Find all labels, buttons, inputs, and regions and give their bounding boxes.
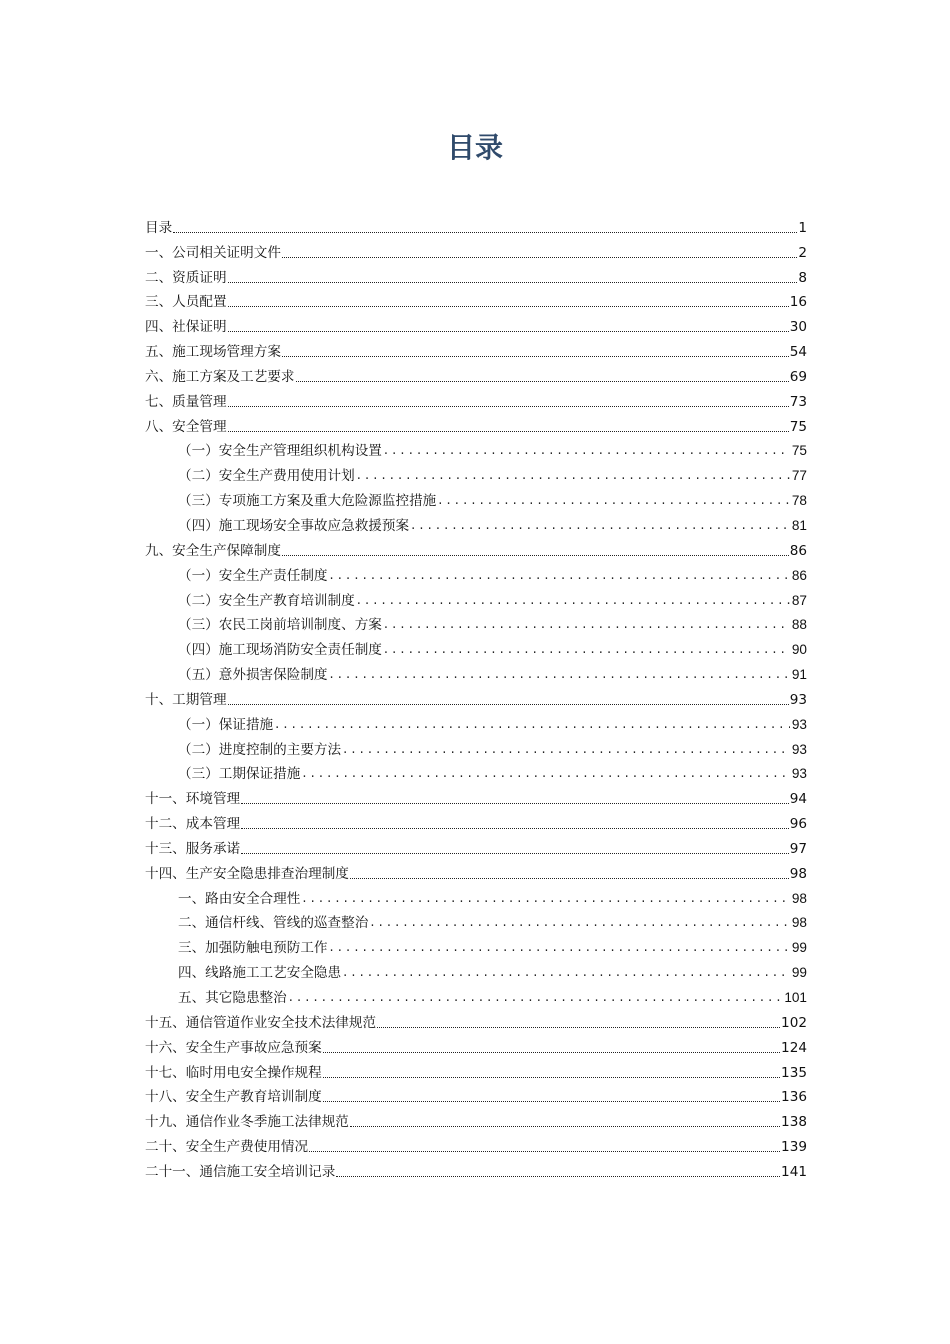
dot-leader	[241, 828, 789, 829]
toc-page-number: 90	[791, 642, 807, 658]
dot-leader	[282, 356, 789, 357]
toc-subentry[interactable]	[145, 460, 807, 485]
dot-leader	[241, 803, 789, 804]
dot-leader	[275, 716, 790, 734]
toc-subentry[interactable]	[145, 883, 807, 908]
dot-leader	[370, 914, 790, 932]
toc-entry-text: （二）安全生产费用使用计划	[178, 468, 355, 484]
toc-page-number: 30	[789, 319, 807, 336]
toc-entry-text: 七、质量管理	[145, 393, 227, 410]
toc-entry-text: （三）工期保证措施	[178, 766, 301, 782]
toc-entry-text: 目录	[145, 219, 173, 236]
toc-entry-text: 三、人员配置	[145, 294, 227, 311]
toc-page-number: 94	[789, 791, 807, 808]
dot-leader	[343, 741, 790, 759]
toc-entry[interactable]	[145, 783, 807, 808]
toc-entry-text: 九、安全生产保障制度	[145, 542, 281, 559]
toc-entry[interactable]	[145, 212, 807, 237]
toc-subentry[interactable]	[145, 932, 807, 957]
toc-page-number: 93	[791, 716, 807, 732]
dot-leader	[384, 442, 790, 460]
dot-leader	[228, 406, 789, 407]
toc-page-number: 136	[781, 1089, 807, 1106]
dot-leader	[323, 1052, 780, 1053]
dot-leader	[411, 517, 790, 535]
toc-page-number: 96	[789, 816, 807, 833]
toc-entry[interactable]	[145, 1106, 807, 1131]
toc-page-number: 86	[791, 567, 807, 583]
dot-leader	[173, 232, 797, 233]
toc-entry-text: （一）安全生产责任制度	[178, 567, 328, 583]
dot-leader	[384, 641, 790, 659]
toc-page-number: 8	[798, 269, 807, 286]
dot-leader	[323, 1101, 780, 1102]
toc-entry[interactable]	[145, 684, 807, 709]
dot-leader	[330, 567, 790, 585]
toc-entry-text: 十、工期管理	[145, 691, 227, 708]
toc-page-number: 98	[791, 890, 807, 906]
toc-subentry[interactable]	[145, 908, 807, 933]
dot-leader	[228, 306, 789, 307]
dot-leader	[330, 939, 790, 957]
toc-entry[interactable]	[145, 336, 807, 361]
table-of-contents	[145, 212, 807, 1181]
dot-leader	[228, 331, 789, 332]
toc-page-number: 73	[789, 393, 807, 410]
toc-entry-text: 三、加强防触电预防工作	[178, 940, 328, 956]
toc-page-number: 97	[789, 840, 807, 857]
toc-entry-text: 十五、通信管道作业安全技术法律规范	[145, 1014, 377, 1031]
page-title: 目录	[446, 131, 503, 164]
dot-leader	[377, 1027, 780, 1028]
toc-entry-text: 五、其它隐患整治	[178, 990, 287, 1005]
toc-page-number: 77	[791, 468, 807, 484]
dot-leader	[309, 1151, 780, 1152]
dot-leader	[302, 765, 790, 783]
toc-entry-text: （二）安全生产教育培训制度	[178, 592, 355, 608]
toc-entry-text: （一）安全生产管理组织机构设置	[178, 443, 382, 459]
toc-entry-text: 二、通信杆线、管线的巡查整治	[178, 915, 369, 931]
toc-page-number: 124	[781, 1039, 807, 1056]
toc-entry-text: （四）施工现场消防安全责任制度	[178, 642, 382, 658]
toc-entry-text: 十三、服务承诺	[145, 840, 241, 857]
toc-page-number: 86	[789, 542, 807, 559]
toc-entry[interactable]	[145, 361, 807, 386]
dot-leader	[438, 492, 790, 510]
toc-page-number: 69	[789, 368, 807, 385]
dot-leader	[343, 964, 790, 982]
toc-entry-text: 五、施工现场管理方案	[145, 344, 281, 361]
toc-page-number: 102	[781, 1014, 807, 1031]
toc-entry-text: 二十一、通信施工安全培训记录	[145, 1163, 336, 1180]
dot-leader	[282, 555, 789, 556]
toc-subentry[interactable]	[145, 585, 807, 610]
dot-leader	[350, 878, 789, 879]
toc-page-number: 1	[798, 219, 807, 236]
toc-entry-text: 十八、安全生产教育培训制度	[145, 1089, 322, 1106]
toc-entry[interactable]	[145, 411, 807, 436]
dot-leader	[336, 1176, 780, 1177]
toc-entry[interactable]	[145, 287, 807, 312]
toc-entry-text: 四、线路施工工艺安全隐患	[178, 965, 342, 981]
toc-page-number: 93	[789, 691, 807, 708]
toc-page-number: 139	[781, 1139, 807, 1156]
toc-subentry[interactable]	[145, 610, 807, 635]
toc-page-number: 98	[791, 915, 807, 931]
toc-entry-text: 十四、生产安全隐患排查治理制度	[145, 865, 349, 882]
dot-leader	[228, 282, 798, 283]
toc-entry[interactable]	[145, 386, 807, 411]
toc-entry[interactable]	[145, 237, 807, 262]
toc-page-number: 88	[791, 617, 807, 633]
toc-page-number: 93	[791, 766, 807, 782]
toc-entry-text: 六、施工方案及工艺要求	[145, 368, 295, 385]
toc-page-number: 16	[789, 294, 807, 311]
toc-page-number: 135	[781, 1064, 807, 1081]
toc-page-number: 141	[781, 1163, 807, 1180]
dot-leader	[228, 704, 789, 705]
toc-page-number: 54	[789, 344, 807, 361]
toc-subentry[interactable]	[145, 957, 807, 982]
dot-leader	[350, 1126, 780, 1127]
toc-entry[interactable]	[145, 808, 807, 833]
toc-entry[interactable]	[145, 311, 807, 336]
toc-entry[interactable]	[145, 1032, 807, 1057]
toc-subentry[interactable]	[145, 560, 807, 585]
toc-entry-text: （一）保证措施	[178, 716, 274, 732]
toc-subentry[interactable]	[145, 634, 807, 659]
toc-entry-text: 十一、环境管理	[145, 791, 241, 808]
toc-entry-text: 十九、通信作业冬季施工法律规范	[145, 1114, 349, 1131]
toc-entry[interactable]	[145, 1082, 807, 1107]
toc-entry-text: 一、公司相关证明文件	[145, 244, 281, 261]
dot-leader	[228, 431, 789, 432]
toc-entry-text: 十七、临时用电安全操作规程	[145, 1064, 322, 1081]
toc-page-number: 93	[791, 741, 807, 757]
toc-entry-text: 十六、安全生产事故应急预案	[145, 1039, 322, 1056]
toc-subentry[interactable]	[145, 659, 807, 684]
toc-subentry[interactable]	[145, 485, 807, 510]
toc-entry[interactable]	[145, 858, 807, 883]
toc-entry-text: 一、路由安全合理性	[178, 890, 301, 906]
dot-leader	[296, 381, 789, 382]
toc-entry-text: （五）意外损害保险制度	[178, 667, 328, 683]
toc-subentry[interactable]	[145, 734, 807, 759]
toc-subentry[interactable]	[145, 709, 807, 734]
toc-subentry[interactable]	[145, 436, 807, 461]
toc-page-number: 2	[798, 244, 807, 261]
toc-entry[interactable]	[145, 833, 807, 858]
toc-page-number: 78	[791, 493, 807, 509]
toc-entry[interactable]	[145, 1131, 807, 1156]
toc-page-number: 91	[791, 667, 807, 683]
toc-page-number: 101	[784, 990, 807, 1005]
toc-entry-text: 四、社保证明	[145, 319, 227, 336]
dot-leader	[241, 853, 789, 854]
toc-entry[interactable]	[145, 262, 807, 287]
toc-page-number: 87	[791, 592, 807, 608]
toc-subentry[interactable]	[145, 759, 807, 784]
dot-leader	[357, 467, 790, 485]
toc-page-number: 75	[789, 418, 807, 435]
dot-leader	[330, 666, 790, 684]
toc-subentry[interactable]	[145, 982, 807, 1007]
toc-page-number: 98	[789, 865, 807, 882]
toc-entry[interactable]	[145, 535, 807, 560]
dot-leader	[289, 989, 783, 1007]
dot-leader	[282, 257, 797, 258]
toc-page-number: 81	[791, 517, 807, 533]
toc-entry-text: 十二、成本管理	[145, 816, 241, 833]
toc-entry[interactable]	[145, 1057, 807, 1082]
toc-entry-text: 二、资质证明	[145, 269, 227, 286]
toc-page-number: 99	[791, 940, 807, 956]
toc-entry-text: （四）施工现场安全事故应急救援预案	[178, 517, 410, 533]
dot-leader	[384, 616, 790, 634]
toc-page-number: 75	[791, 443, 807, 459]
toc-entry[interactable]	[145, 1156, 807, 1181]
dot-leader	[302, 890, 790, 908]
toc-entry-text: 八、安全管理	[145, 418, 227, 435]
toc-subentry[interactable]	[145, 510, 807, 535]
dot-leader	[323, 1077, 780, 1078]
toc-entry-text: （三）专项施工方案及重大危险源监控措施	[178, 493, 437, 509]
toc-entry-text: （二）进度控制的主要方法	[178, 741, 342, 757]
toc-entry-text: 二十、安全生产费使用情况	[145, 1139, 309, 1156]
toc-entry-text: （三）农民工岗前培训制度、方案	[178, 617, 382, 633]
toc-page-number: 99	[791, 965, 807, 981]
dot-leader	[357, 592, 790, 610]
toc-entry[interactable]	[145, 1007, 807, 1032]
toc-page-number: 138	[781, 1114, 807, 1131]
